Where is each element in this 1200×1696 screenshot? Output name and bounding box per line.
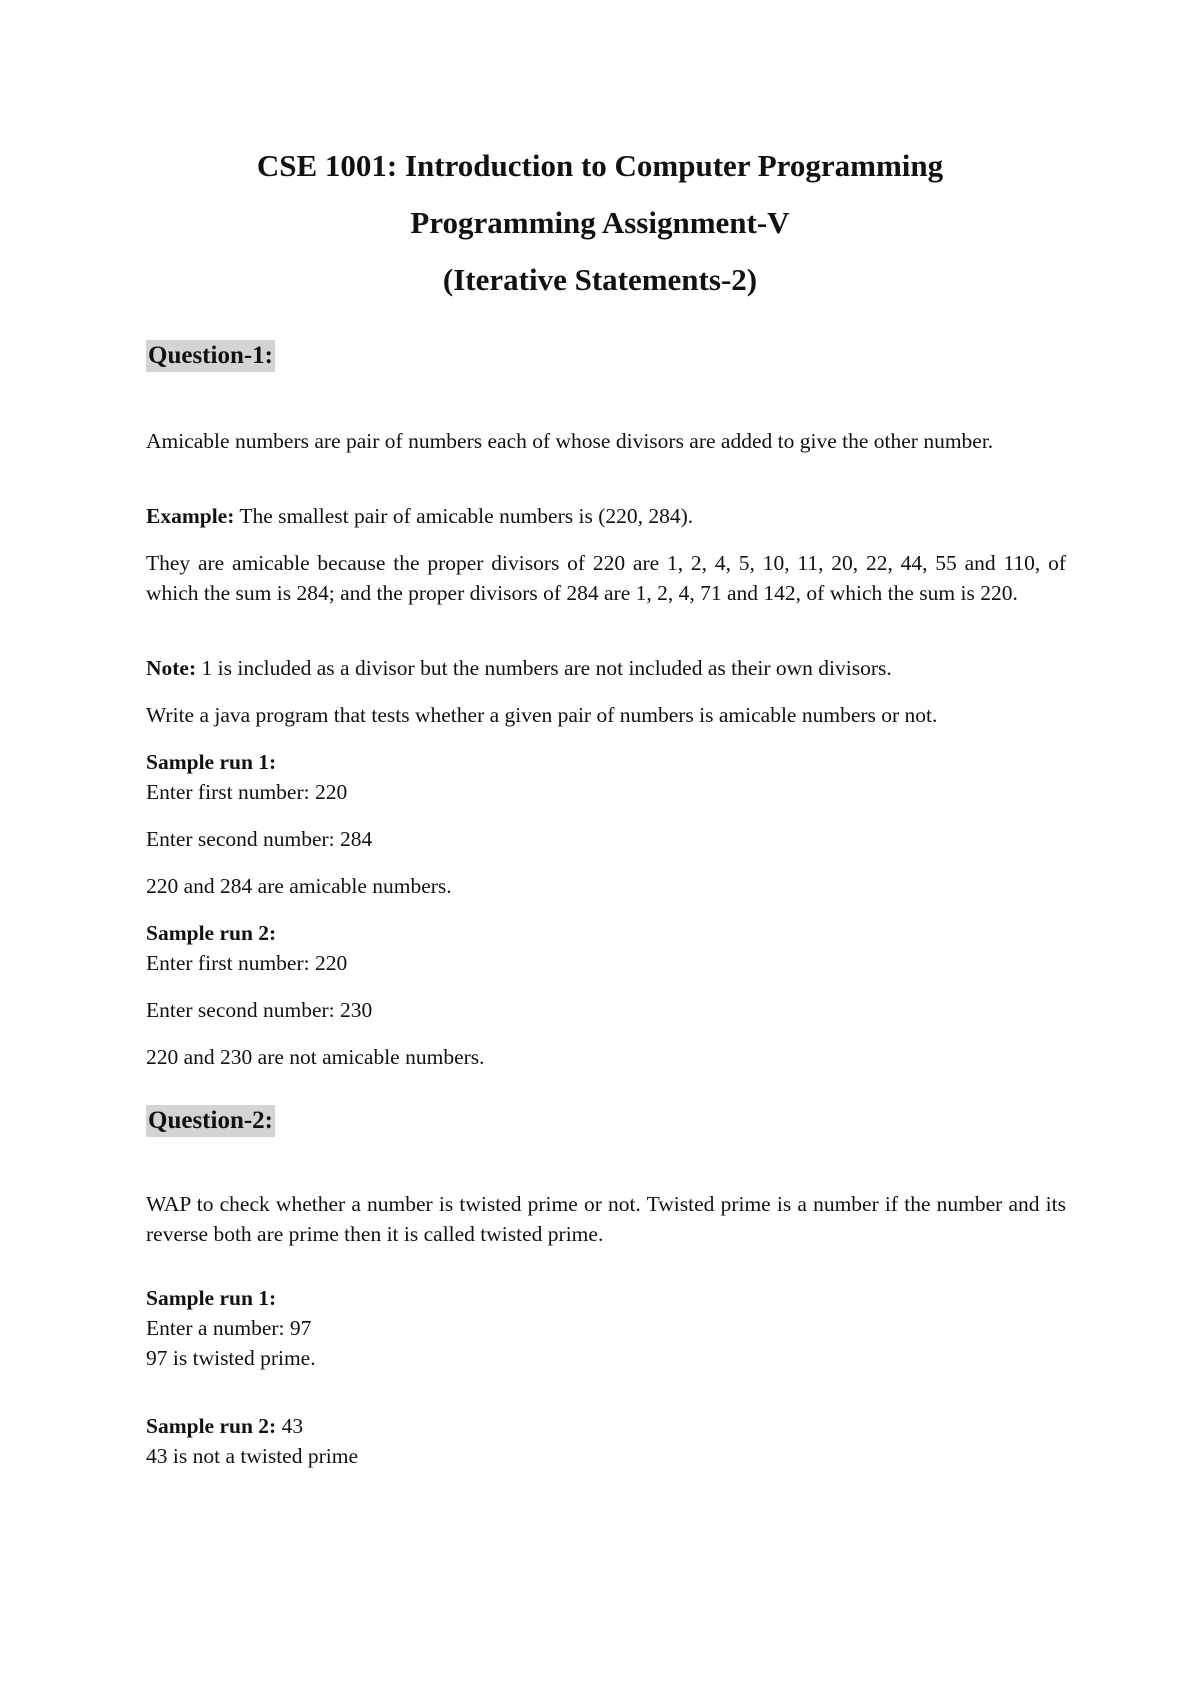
q1-sample-run-2-line: Enter first number: 220 xyxy=(146,951,348,975)
q1-sample-run-2-line-3 xyxy=(146,1042,1066,1072)
example-label: Example: xyxy=(146,504,235,528)
q1-sample-run-1-line: Enter first number: 220 xyxy=(146,780,348,804)
q1-sample-run-1-line: 220 and 284 are amicable numbers. xyxy=(146,874,452,898)
q1-sample-run-1 xyxy=(146,747,1066,807)
q1-sample-run-1-label: Sample run 1: xyxy=(146,750,277,774)
note-label: Note: xyxy=(146,656,197,680)
q2-sample-run-1-line: 97 is twisted prime. xyxy=(146,1346,316,1370)
q1-sample-run-1-line-2 xyxy=(146,824,1066,854)
question-1-example xyxy=(146,501,1066,531)
course-title: CSE 1001: Introduction to Computer Programming xyxy=(256,148,944,183)
q1-sample-run-1-line: Enter second number: 284 xyxy=(146,827,373,851)
q1-sample-run-2-line: 220 and 230 are not amicable numbers. xyxy=(146,1045,485,1069)
question-1-task-text: Write a java program that tests whether a given pair of numbers is amicable numbers or not. xyxy=(146,703,938,727)
q2-sample-run-2-label: Sample run 2: xyxy=(146,1414,277,1438)
question-1-note xyxy=(146,653,1066,683)
question-1-explanation xyxy=(146,548,1066,608)
question-1-heading: Question-1: xyxy=(146,340,275,372)
q2-sample-run-2 xyxy=(146,1411,1066,1471)
q1-sample-run-2-line: Enter second number: 230 xyxy=(146,998,373,1022)
note-text: 1 is included as a divisor but the numbers are not included as their own divisors. xyxy=(196,656,892,680)
q1-sample-run-1-line-3 xyxy=(146,871,1066,901)
question-1-explanation-text: They are amicable because the proper divisors of 220 are 1, 2, 4, 5, 10, 11, 20, 22, 44, 55 and 110, of which the sum is 284; and the proper divisors of 284 are 1, 2, 4, 71 and 142, of which the sum is 220. xyxy=(146,551,1066,605)
q1-sample-run-2-line-2 xyxy=(146,995,1066,1025)
question-2-intro xyxy=(146,1189,1066,1249)
question-1-task xyxy=(146,700,1066,730)
q1-sample-run-2 xyxy=(146,918,1066,978)
question-2-heading: Question-2: xyxy=(146,1105,275,1137)
question-1-intro xyxy=(146,426,1066,456)
q2-sample-run-1 xyxy=(146,1283,1066,1373)
question-1-heading-block xyxy=(146,340,1066,372)
q2-sample-run-2-inline: 43 xyxy=(276,1414,304,1438)
question-2-heading-block xyxy=(146,1105,1066,1137)
q2-sample-run-2-line: 43 is not a twisted prime xyxy=(146,1444,358,1468)
question-1-intro-text: Amicable numbers are pair of numbers each of whose divisors are added to give the other number. xyxy=(146,429,994,453)
assignment-title: Programming Assignment-V xyxy=(410,205,790,240)
q2-sample-run-1-label: Sample run 1: xyxy=(146,1286,277,1310)
q2-sample-run-1-line: Enter a number: 97 xyxy=(146,1316,312,1340)
topic-title: (Iterative Statements-2) xyxy=(442,262,758,297)
example-text: The smallest pair of amicable numbers is (220, 284). xyxy=(234,504,694,528)
question-2-intro-text: WAP to check whether a number is twisted prime or not. Twisted prime is a number if the number and its reverse both are prime then it is called twisted prime. xyxy=(146,1192,1066,1246)
q1-sample-run-2-label: Sample run 2: xyxy=(146,921,277,945)
